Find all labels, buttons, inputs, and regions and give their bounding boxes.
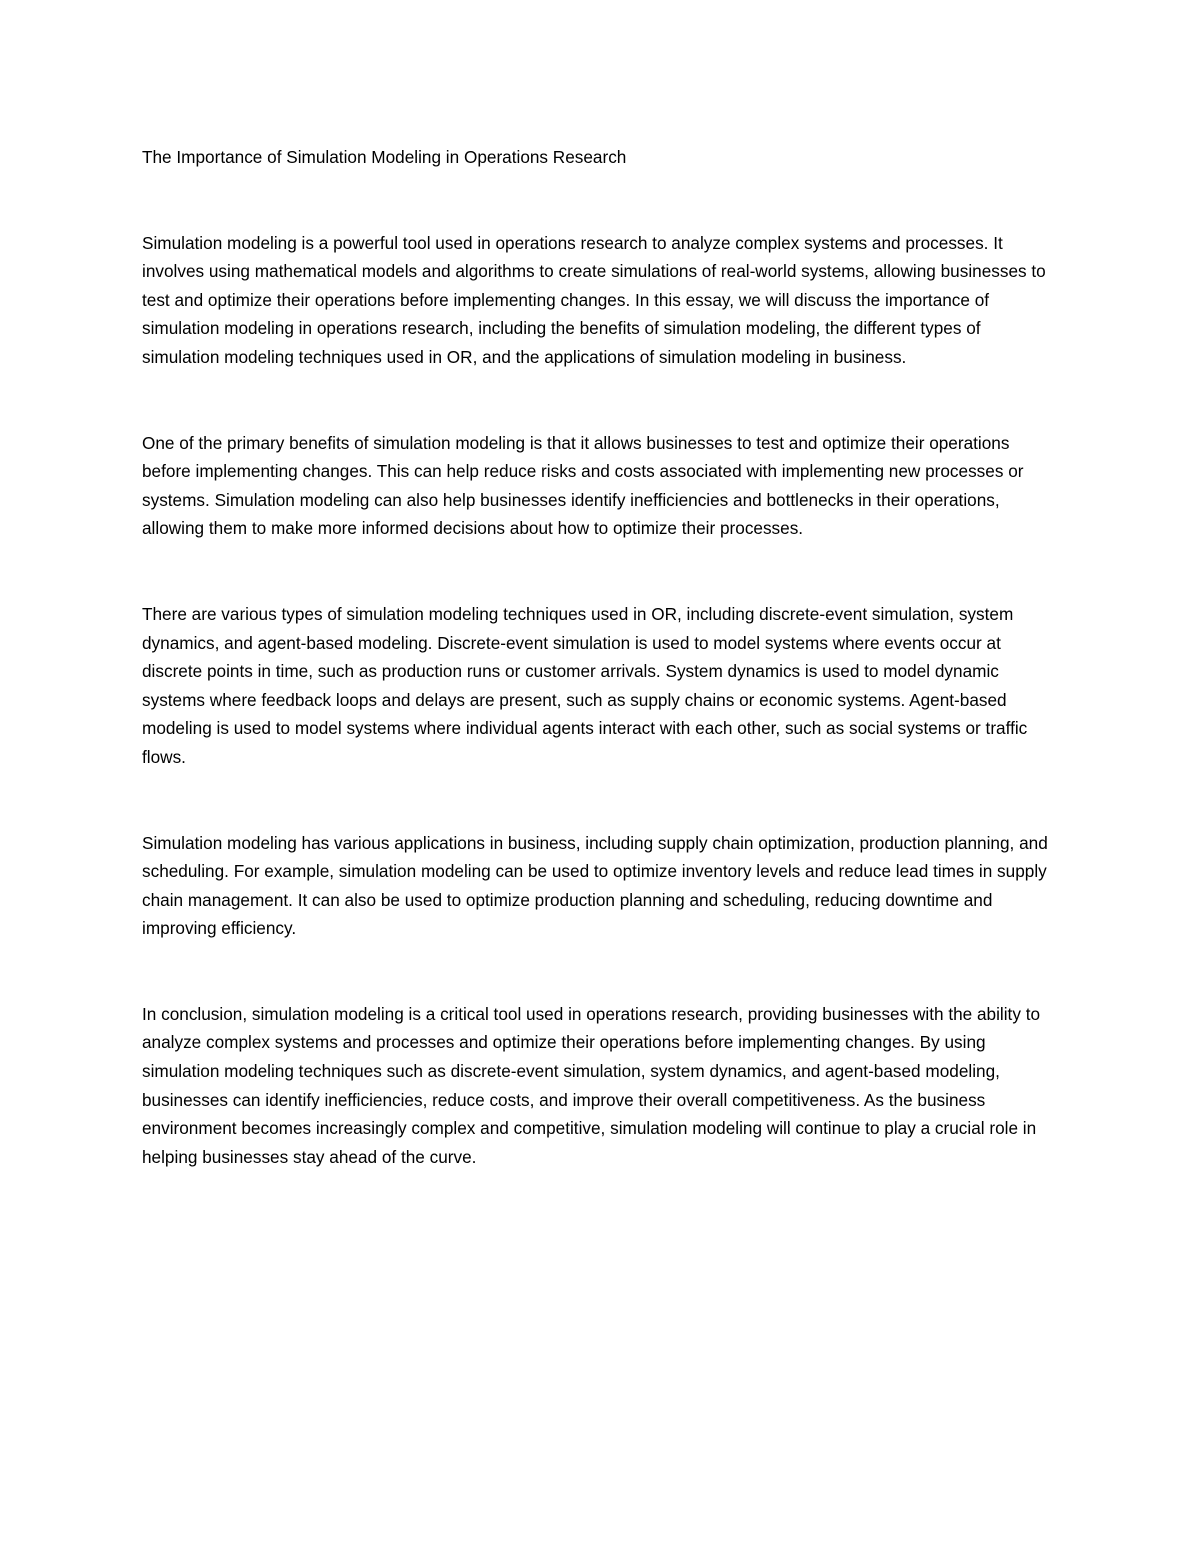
paragraph-benefits: One of the primary benefits of simulation modeling is that it allows businesses to test and optimize their operations before implementing changes. This can help reduce risks and costs associated with implementing new processes or systems. Simulation modeling can also help businesses identify inefficiencies and bottlenecks in their operations, allowing them to make more informed decisions about how to optimize their processes. xyxy=(142,432,1024,539)
paragraph-conclusion: In conclusion, simulation modeling is a critical tool used in operations research, providing businesses with the ability to analyze complex systems and processes and optimize their operations before implementing changes. By using simulation modeling techniques such as discrete-event simulation, system dynamics, and agent-based modeling, businesses can identify inefficiencies, reduce costs, and improve their overall competitiveness. As the business environment becomes increasingly complex and competitive, simulation modeling will continue to play a crucial role in helping businesses stay ahead of the curve. xyxy=(142,1003,1041,1167)
paragraph-introduction: Simulation modeling is a powerful tool used in operations research to analyze complex systems and processes. It involves using mathematical models and algorithms to create simulations of real-world systems, allowing businesses to test and optimize their operations before implementing changes. In this essay, we will discuss the importance of simulation modeling in operations research, including the benefits of simulation modeling, the different types of simulation modeling techniques used in OR, and the applications of simulation modeling in business. xyxy=(142,232,1046,367)
document-body xyxy=(142,143,1062,1228)
paragraph-techniques: There are various types of simulation modeling techniques used in OR, including discrete-event simulation, system dynamics, and agent-based modeling. Discrete-event simulation is used to model systems where events occur at discrete points in time, such as production runs or customer arrivals. System dynamics is used to model dynamic systems where feedback loops and delays are present, such as supply chains or economic systems. Agent-based modeling is used to model systems where individual agents interact with each other, such as social systems or traffic flows. xyxy=(142,603,1028,767)
paragraph-applications: Simulation modeling has various applications in business, including supply chain optimization, production planning, and scheduling. For example, simulation modeling can be used to optimize inventory levels and reduce lead times in supply chain management. It can also be used to optimize production planning and scheduling, reducing downtime and improving efficiency. xyxy=(142,832,1048,939)
document-title: The Importance of Simulation Modeling in Operations Research xyxy=(142,147,627,167)
